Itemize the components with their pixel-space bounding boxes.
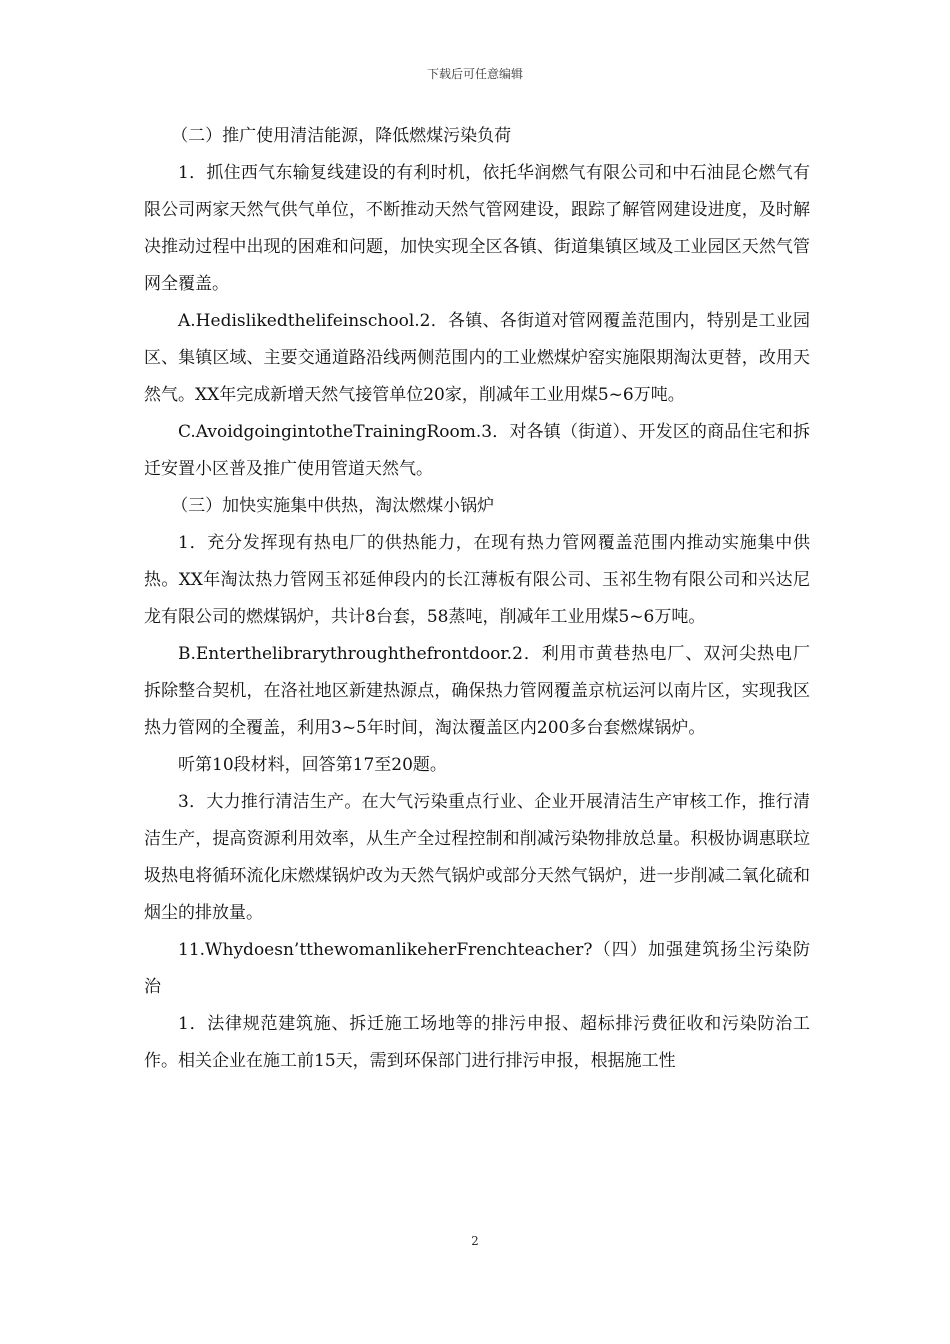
body-paragraph: 1．充分发挥现有热电厂的供热能力，在现有热力管网覆盖范围内推动实施集中供热。XX年淘汰热力管网玉祁延伸段内的长江薄板有限公司、玉祁生物有限公司和兴达尼龙有限公司的燃煤锅炉，共计8台套，58蒸吨，削减年工业用煤5~6万吨。 [144, 533, 810, 627]
body-paragraph: 11.Whydoesn’tthewomanlikeherFrenchteacher?（四）加强建筑扬尘污染防治 [144, 940, 810, 997]
page-header: 下载后可任意编辑 [426, 67, 523, 81]
section-heading-3: （三）加快实施集中供热，淘汰燃煤小锅炉 [171, 496, 495, 516]
body-paragraph: B.Enterthelibrarythroughthefrontdoor.2．利用市黄巷热电厂、双河尖热电厂拆除整合契机，在洛社地区新建热源点，确保热力管网覆盖京杭运河以南片区，实现我区热力管网的全覆盖，利用3~5年时间，淘汰覆盖区内200多台套燃煤锅炉。 [144, 644, 810, 738]
body-paragraph: C.AvoidgoingintotheTrainingRoom.3．对各镇（街道）、开发区的商品住宅和拆迁安置小区普及推广使用管道天然气。 [144, 422, 810, 479]
section-heading-2: （二）推广使用清洁能源，降低燃煤污染负荷 [171, 126, 512, 146]
body-paragraph: 1．法律规范建筑施、拆迁施工场地等的排污申报、超标排污费征收和污染防治工作。相关企业在施工前15天，需到环保部门进行排污申报，根据施工性 [144, 1014, 810, 1071]
page-number: 2 [471, 1234, 479, 1248]
document-body [144, 118, 810, 1080]
body-paragraph: 听第10段材料，回答第17至20题。 [178, 755, 447, 775]
body-paragraph: 1．抓住西气东输复线建设的有利时机，依托华润燃气有限公司和中石油昆仑燃气有限公司两家天然气供气单位，不断推动天然气管网建设，跟踪了解管网建设进度，及时解决推动过程中出现的困难和问题，加快实现全区各镇、街道集镇区域及工业园区天然气管网全覆盖。 [144, 163, 810, 294]
body-paragraph: 3．大力推行清洁生产。在大气污染重点行业、企业开展清洁生产审核工作，推行清洁生产，提高资源利用效率，从生产全过程控制和削减污染物排放总量。积极协调惠联垃圾热电将循环流化床燃煤锅炉改为天然气锅炉或部分天然气锅炉，进一步削减二氧化硫和烟尘的排放量。 [144, 792, 810, 923]
body-paragraph: A.Hedislikedthelifeinschool.2．各镇、各街道对管网覆盖范围内，特别是工业园区、集镇区域、主要交通道路沿线两侧范围内的工业燃煤炉窑实施限期淘汰更替，改用天然气。XX年完成新增天然气接管单位20家，削减年工业用煤5~6万吨。 [144, 311, 810, 405]
